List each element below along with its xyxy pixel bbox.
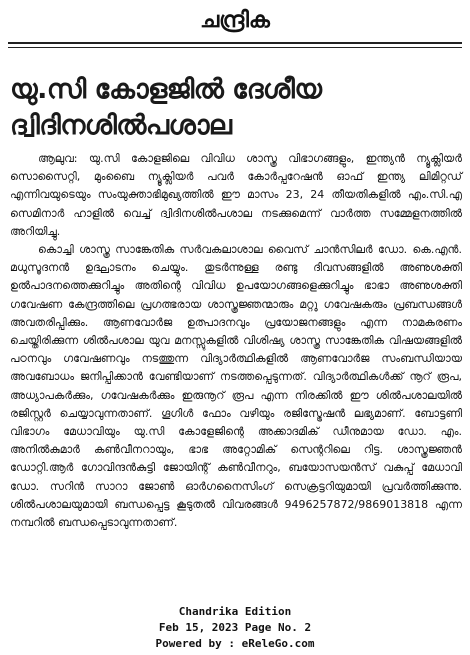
headline-line-1: യു.സി കോളജിൽ ദേശീയ [10, 74, 322, 105]
article-paragraph: ആലുവ: യു.സി കോളജിലെ വിവിധ ശാസ്ത്ര വിഭാഗങ്ങളും, ഇന്ത്യൻ ന്യൂക്ലിയർ സൊസൈറ്റി, മുംബൈ ന്യൂക്ലിയർ പവർ കോർപ്പറേഷൻ ഓഫ് ഇന്ത്യ ലിമിറ്റഡ് എന്നിവയുടെയും സംയുക്താഭിമുഖ്യത്തിൽ ഈ മാസം 23, 24 തീയതികളിൽ എം.സി.എ സെമിനാർ ഹാളിൽ വെച്ച് ദ്വിദിനശിൽപശാല നടക്കുമെന്ന് വാർത്ത സമ്മേളനത്തിൽ അറിയിച്ചു. [10, 152, 462, 238]
footer-powered-by: Powered by : eReleGo.com [155, 637, 315, 650]
masthead-rule [8, 42, 462, 44]
article-headline [10, 72, 460, 144]
article-body [10, 150, 462, 532]
footer-edition: Chandrika Edition [178, 605, 292, 618]
headline-line-2: ദ്വിദിനശിൽപശാല [10, 110, 232, 141]
article-paragraph: കൊച്ചി ശാസ്ത്ര സാങ്കേതിക സർവകലാശാല വൈസ് ചാൻസിലർ ഡോ. കെ.എൻ. മധുസൂദനൻ ഉദ്ഘാടനം ചെയ്യും. തുടർന്നുള്ള രണ്ടു ദിവസങ്ങളിൽ അണുശക്തി ഉൽപാദനത്തെക്കുറിച്ചും അതിന്റെ വിവിധ ഉപയോഗങ്ങളെക്കുറിച്ചും ഭാഭാ അണുശക്തി ഗവേഷണ കേന്ദ്രത്തിലെ പ്രഗത്ഭരായ ശാസ്ത്രജ്ഞന്മാരും മറ്റു ഗവേഷകരും പ്രബന്ധങ്ങൾ അവതരിപ്പിക്കും. ആണവോർജ ഉത്പാദനവും പ്രയോജനങ്ങളും എന്ന നാമകരണം ചെയ്തിരിക്കുന്ന ശിൽപശാല യുവ മനസ്സുകളിൽ വിശിഷ്യ ശാസ്ത്ര സാങ്കേതിക വിഷയങ്ങളിൽ പഠനവും ഗവേഷണവും നടത്തുന്ന വിദ്യാർത്ഥികളിൽ ആണവോർജ സംബന്ധിയായ അവബോധം ജനിപ്പിക്കാൻ വേണ്ടിയാണ് നടത്തപ്പെടുന്നത്. വിദ്യാർത്ഥികൾക്ക് നൂറ് രൂപ, അധ്യാപകർക്കും, ഗവേഷകർക്കും ഇരുനൂറ് രൂപ എന്ന നിരക്കിൽ ഈ ശിൽപശാലയിൽ രജിസ്റ്റർ ചെയ്യാവുന്നതാണ്. ഗൂഗിൾ ഫോം വഴിയും രജിസ്ട്രേഷൻ ലഭ്യമാണ്. ബോട്ടണി വിഭാഗം മേധാവിയും യു.സി കോളേജിന്റെ അക്കാദമിക് ഡീനുമായ ഡോ. എം. അനിൽകുമാർ കൺവീനറായും, ഭാഭ അറ്റോമിക് സെന്ററിലെ റിട്ട. ശാസ്ത്രജ്ഞൻ ഡോറ്റി.ആർ ഗോവിന്ദൻകുട്ടി ജോയിന്റ് കൺവീനറും, ബയോസയൻസ് വകുപ്പ് മേധാവി ഡോ. സറിൻ സാറാ ജോൺ ഓർഗനൈസിംഗ് സെക്രട്ടറിയുമായി പ്രവർത്തിക്കുന്നു. ശിൽപശാലയുമായി ബന്ധപ്പെട്ട കൂടുതൽ വിവരങ്ങൾ 9496257872/9869013818 എന്ന നമ്പറിൽ ബന്ധപ്പെടാവുന്നതാണ്. [10, 243, 462, 530]
footer-date-page: Feb 15, 2023 Page No. 2 [158, 621, 312, 634]
newspaper-masthead: ചന്ദ്രിക [200, 7, 270, 33]
masthead-rule-thin [8, 47, 462, 48]
